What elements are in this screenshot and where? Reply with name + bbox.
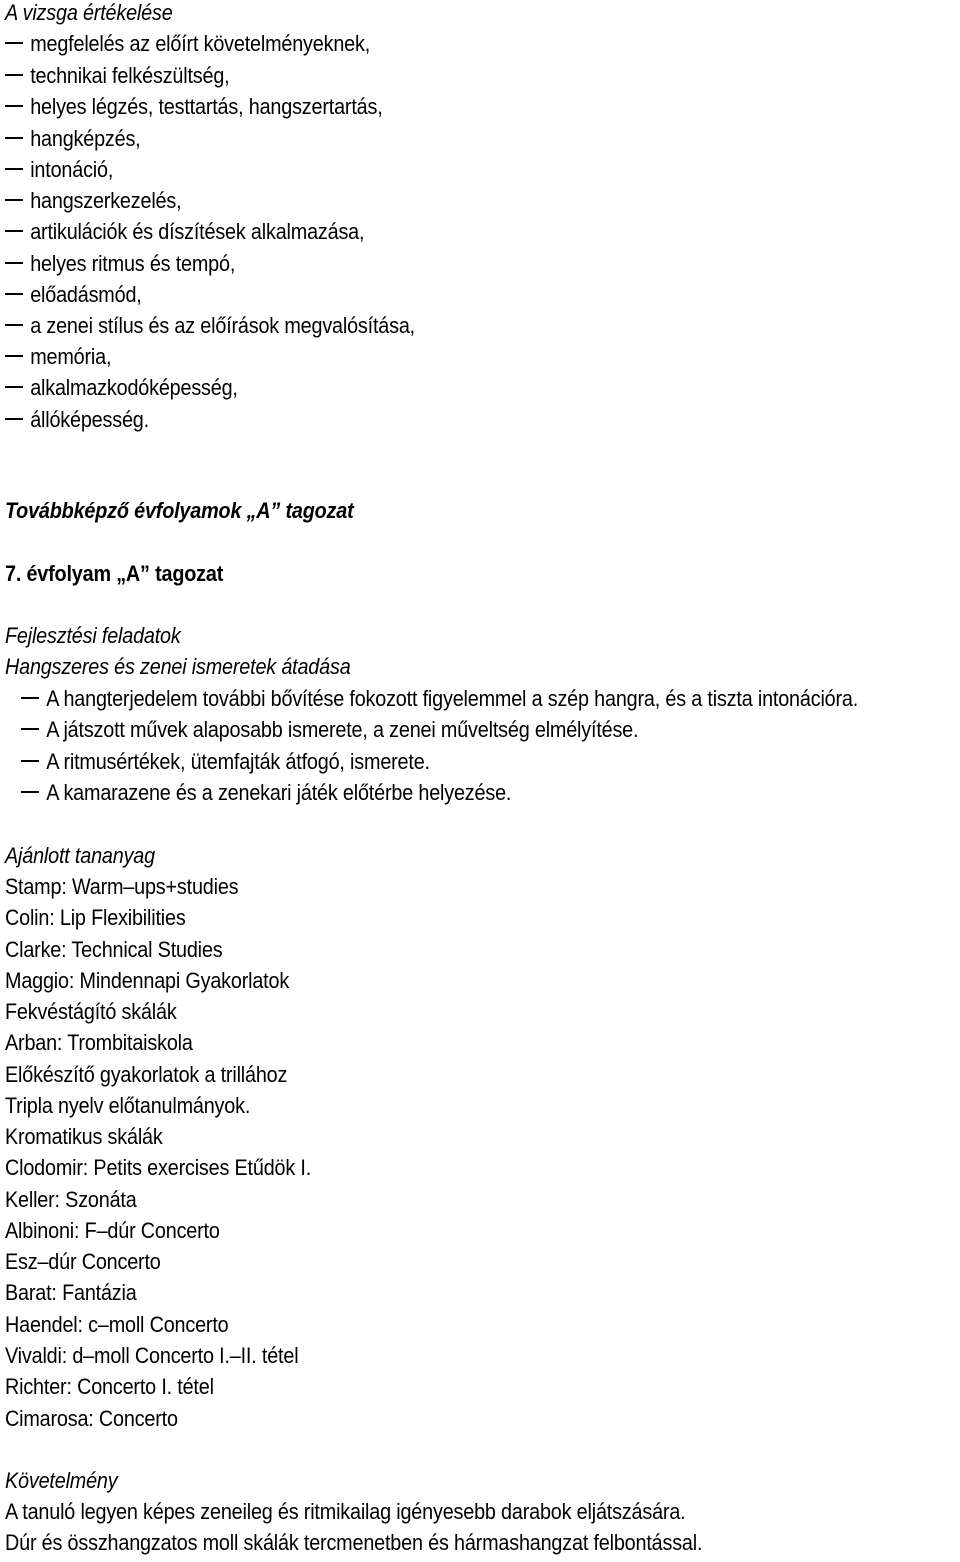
eval-item — [5, 63, 229, 89]
repertoire-item: Albinoni: F–dúr Concerto — [5, 1218, 220, 1243]
repertoire-item: Haendel: c–moll Concerto — [5, 1312, 229, 1337]
repertoire-item: Kromatikus skálák — [5, 1124, 163, 1149]
repertoire-item: Esz–dúr Concerto — [5, 1249, 161, 1274]
eval-item — [5, 407, 149, 433]
eval-item-text: előadásmód, — [30, 282, 142, 307]
eval-item — [5, 31, 370, 57]
eval-item — [5, 282, 142, 308]
dash-mark — [5, 418, 23, 420]
eval-item-text: megfelelés az előírt követelményeknek, — [30, 31, 371, 56]
eval-item-text: hangképzés, — [30, 126, 141, 151]
repertoire-item: Colin: Lip Flexibilities — [5, 905, 186, 930]
dash-mark — [21, 760, 39, 762]
repertoire-item: Cimarosa: Concerto — [5, 1406, 178, 1431]
dash-mark — [5, 230, 23, 232]
task-item — [21, 686, 858, 712]
task-item-text: A kamarazene és a zenekari játék előtérbe helyezése. — [46, 780, 512, 805]
grade-title: 7. évfolyam „A” tagozat — [5, 561, 224, 586]
dash-mark — [5, 386, 23, 388]
dash-mark — [5, 137, 23, 139]
requirement-line: A tanuló legyen képes zeneileg és ritmikailag igényesebb darabok eljátszására. — [5, 1499, 686, 1524]
task-item — [21, 717, 638, 743]
repertoire-item: Tripla nyelv előtanulmányok. — [5, 1093, 251, 1118]
eval-item — [5, 313, 415, 339]
eval-item-text: artikulációk és díszítések alkalmazása, — [30, 219, 365, 244]
repertoire-item: Arban: Trombitaiskola — [5, 1030, 193, 1055]
eval-item-text: memória, — [30, 344, 112, 369]
repertoire-item: Vivaldi: d–moll Concerto I.–II. tétel — [5, 1343, 299, 1368]
repertoire-item: Fekvéstágító skálák — [5, 999, 177, 1024]
dash-mark — [5, 355, 23, 357]
eval-item — [5, 157, 113, 183]
eval-item-text: helyes ritmus és tempó, — [30, 251, 236, 276]
repertoire-item: Előkészítő gyakorlatok a trillához — [5, 1062, 288, 1087]
task-item-text: A ritmusértékek, ütemfajták átfogó, ismerete. — [46, 749, 430, 774]
dash-mark — [5, 105, 23, 107]
dash-mark — [21, 791, 39, 793]
repertoire-item: Keller: Szonáta — [5, 1187, 137, 1212]
repertoire-item: Maggio: Mindennapi Gyakorlatok — [5, 968, 290, 993]
eval-item — [5, 375, 238, 401]
eval-item-text: hangszerkezelés, — [30, 188, 182, 213]
task-item — [21, 749, 430, 775]
dash-mark — [21, 728, 39, 730]
eval-item-text: állóképesség. — [30, 407, 149, 432]
repertoire-item: Clarke: Technical Studies — [5, 937, 223, 962]
dash-mark — [5, 324, 23, 326]
task-item-text: A játszott művek alaposabb ismerete, a zenei műveltség elmélyítése. — [46, 717, 639, 742]
requirement-heading: Követelmény — [5, 1468, 118, 1493]
eval-item-text: intonáció, — [30, 157, 114, 182]
dash-mark — [21, 697, 39, 699]
eval-item-text: technikai felkészültség, — [30, 63, 230, 88]
eval-item-text: a zenei stílus és az előírások megvalósítása, — [30, 313, 416, 338]
repertoire-item: Stamp: Warm–ups+studies — [5, 874, 239, 899]
eval-item-text: alkalmazkodóképesség, — [30, 375, 238, 400]
eval-item — [5, 126, 141, 152]
eval-item-text: helyes légzés, testtartás, hangszertartás, — [30, 94, 383, 119]
eval-item — [5, 188, 181, 214]
dash-mark — [5, 168, 23, 170]
tasks-subheading: Hangszeres és zenei ismeretek átadása — [5, 654, 351, 679]
repertoire-item: Barat: Fantázia — [5, 1280, 137, 1305]
eval-item — [5, 94, 383, 120]
dash-mark — [5, 74, 23, 76]
eval-item — [5, 251, 235, 277]
dash-mark — [5, 199, 23, 201]
requirement-line: Dúr és összhangzatos moll skálák tercmenetben és hármashangzat felbontással. — [5, 1530, 703, 1555]
eval-item — [5, 344, 111, 370]
tasks-heading: Fejlesztési feladatok — [5, 623, 181, 648]
eval-item — [5, 219, 364, 245]
section-title: Továbbképző évfolyamok „A” tagozat — [5, 498, 354, 523]
eval-heading: A vizsga értékelése — [5, 0, 173, 25]
dash-mark — [5, 42, 23, 44]
task-item — [21, 780, 511, 806]
repertoire-item: Richter: Concerto I. tétel — [5, 1374, 214, 1399]
task-item-text: A hangterjedelem további bővítése fokozott figyelemmel a szép hangra, és a tiszta intonációra. — [46, 686, 859, 711]
repertoire-heading: Ajánlott tananyag — [5, 843, 155, 868]
dash-mark — [5, 293, 23, 295]
repertoire-item: Clodomir: Petits exercises Etűdök I. — [5, 1155, 312, 1180]
dash-mark — [5, 262, 23, 264]
